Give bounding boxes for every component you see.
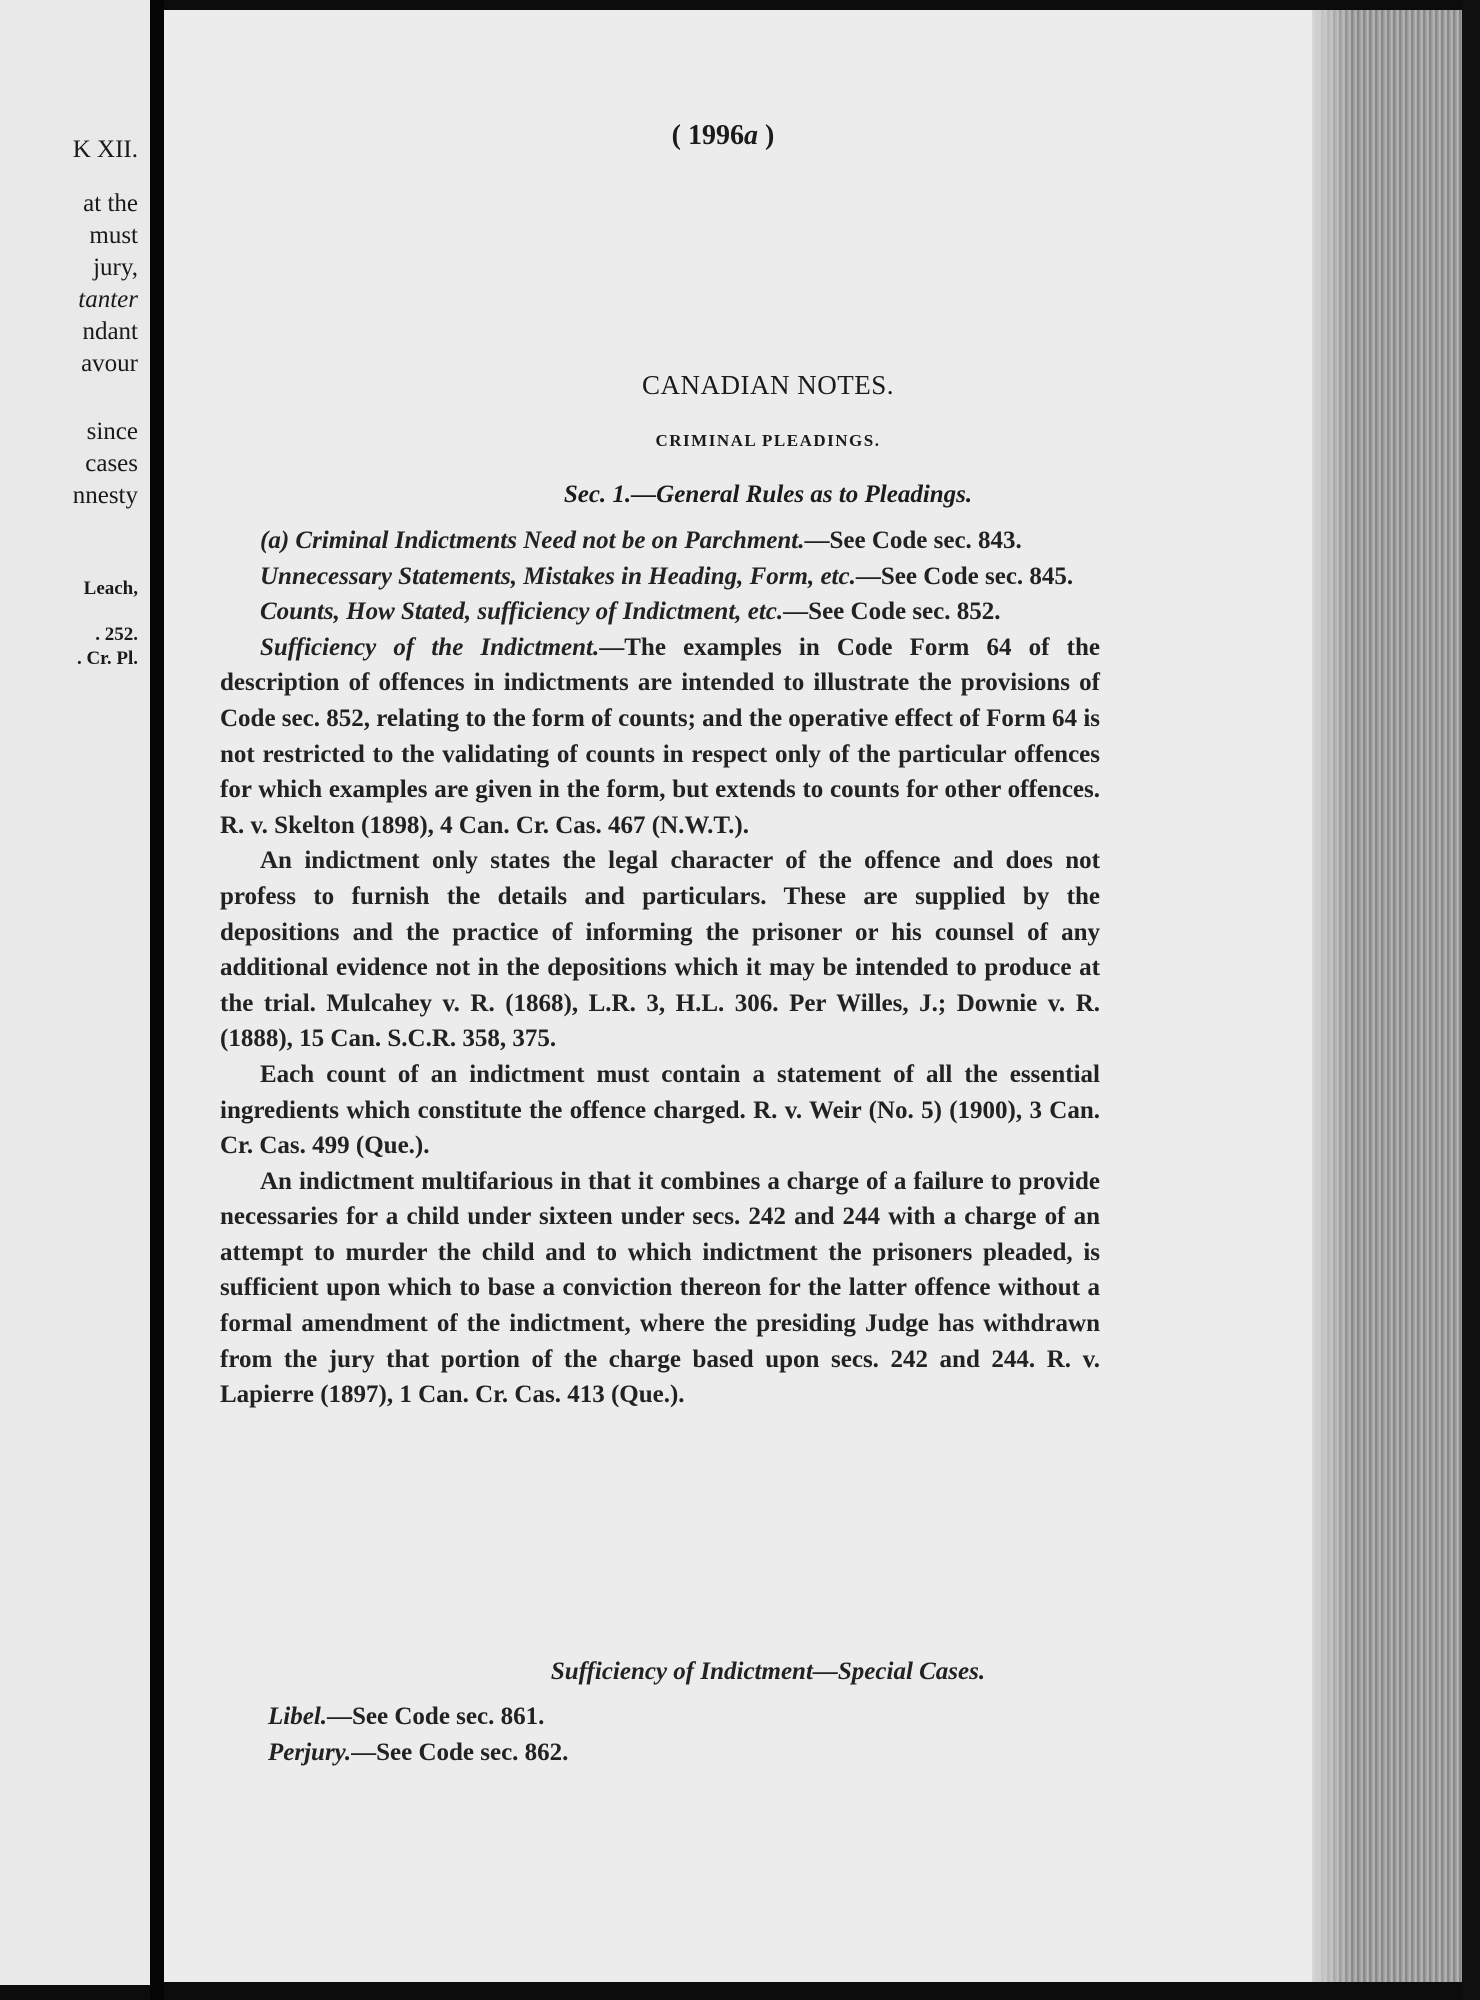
special-cases-title: Sufficiency of Indictment—Special Cases.: [550, 1658, 986, 1685]
paragraph: (a) Criminal Indictments Need not be on Parchment.—See Code sec. 843.: [260, 527, 1022, 554]
left-margin-text: tanter: [78, 286, 138, 313]
body-text: [220, 523, 1100, 1413]
left-page-fragment: [0, 0, 150, 1985]
paragraph: Counts, How Stated, sufficiency of Indictment, etc.—See Code sec. 852.: [260, 598, 1001, 626]
book-page: [164, 10, 1312, 1982]
left-margin-text: jury,: [93, 254, 138, 281]
left-margin-text: ndant: [82, 318, 138, 345]
paragraph: An indictment multifarious in that it combines a charge of a failure to provide necessaries for a child under sixteen under secs. 242 and 244 with a charge of an attempt to murder the child and to which indictment the prisoners pleaded, is sufficient upon which to base a conviction thereon for the latter offence without a formal amendment of the indictment, where the presiding Judge has withdrawn from the jury that portion of the charge based upon secs. 242 and 244. R. v. Lapierre (1897), 1 Can. Cr. Cas. 413 (Que.).: [220, 1167, 1100, 1409]
paragraph: Unnecessary Statements, Mistakes in Heading, Form, etc.—See Code sec. 845.: [260, 562, 1074, 590]
page-subheading: CRIMINAL PLEADINGS.: [655, 431, 881, 450]
left-margin-text: Leach,: [83, 578, 138, 599]
left-margin-text: . Cr. Pl.: [76, 648, 138, 669]
page-number: ( 1996a ): [671, 120, 775, 151]
left-margin-text: K XII.: [72, 136, 138, 163]
left-margin-text: cases: [85, 450, 138, 477]
section-title: Sec. 1.—General Rules as to Pleadings.: [563, 481, 973, 508]
paragraph: Sufficiency of the Indictment.—The examples in Code Form 64 of the description of offences in indictments are intended to illustrate the provisions of Code sec. 852, relating to the form of counts; and the operative effect of Form 64 is not restricted to the validating of counts in respect only of the particular offences for which examples are given in the form, but extends to counts for other offences. R. v. Skelton (1898), 4 Can. Cr. Cas. 467 (N.W.T.).: [220, 633, 1100, 839]
page-heading: CANADIAN NOTES.: [642, 370, 894, 400]
page-edges: [1312, 10, 1462, 1982]
special-case-line: Libel.—See Code sec. 861.: [268, 1703, 545, 1730]
left-margin-text: at the: [83, 190, 138, 217]
special-case-line: Perjury.—See Code sec. 862.: [268, 1739, 569, 1766]
scan-border: [1462, 0, 1480, 2000]
left-margin-text: nnesty: [72, 482, 138, 509]
left-margin-text: . 252.: [95, 624, 138, 645]
left-margin-text: must: [89, 222, 138, 249]
paragraph: Each count of an indictment must contain a statement of all the essential ingredients which constitute the offence charged. R. v. Weir (No. 5) (1900), 3 Can. Cr. Cas. 499 (Que.).: [220, 1060, 1100, 1160]
book-gutter: [150, 0, 164, 2000]
left-margin-text: since: [86, 418, 138, 445]
left-margin-text: avour: [81, 350, 138, 377]
paragraph: An indictment only states the legal character of the offence and does not profess to furnish the details and particulars. These are supplied by the depositions and the practice of informing the prisoner or his counsel of any additional evidence not in the depositions which it may be intended to produce at the trial. Mulcahey v. R. (1868), L.R. 3, H.L. 306. Per Willes, J.; Downie v. R. (1888), 15 Can. S.C.R. 358, 375.: [220, 847, 1100, 1053]
